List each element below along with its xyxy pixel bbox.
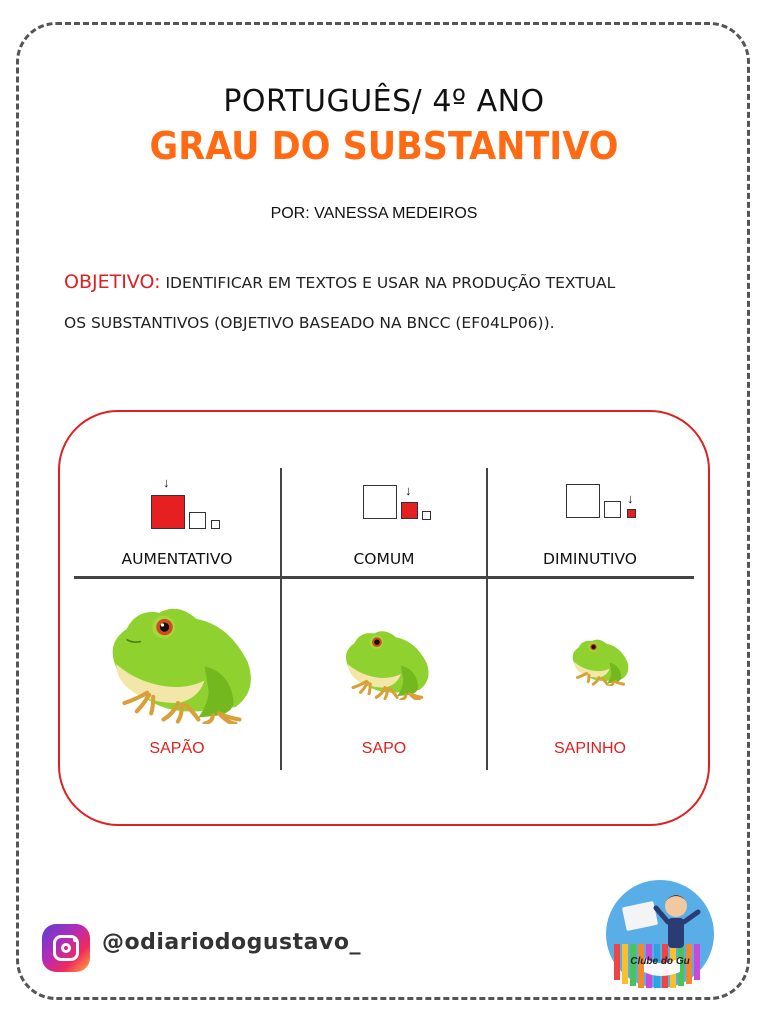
column-divider <box>280 468 282 770</box>
column-label-comum: COMUM <box>353 550 415 568</box>
clube-do-gu-logo <box>604 878 716 990</box>
arrow-down-icon: ↓ <box>405 483 412 498</box>
column-label-aumentativo: AUMENTATIVO <box>121 550 233 568</box>
word-sapinho: SAPINHO <box>553 740 626 757</box>
small-square-icon <box>211 520 220 529</box>
objective-text-line2: OS SUBSTANTIVOS (OBJETIVO BASEADO NA BNCC (EF04LP06)). <box>64 314 555 332</box>
instagram-handle[interactable]: @odiariodogustavo_ <box>102 930 361 955</box>
subject-heading: PORTUGUÊS/ 4º ANO <box>223 84 545 119</box>
medium-square-icon <box>189 512 206 529</box>
small-square-icon <box>422 511 431 520</box>
header-divider <box>74 576 694 579</box>
objective-block <box>64 262 724 343</box>
column-label-diminutivo: DIMINUTIVO <box>543 550 637 568</box>
word-sapao: SAPÃO <box>149 740 205 757</box>
word-sapo: SAPO <box>361 740 407 757</box>
frog-large-illustration <box>106 600 260 724</box>
column-divider <box>486 468 488 770</box>
objective-label: OBJETIVO: <box>64 271 161 293</box>
logo-text: Clube do Gu <box>630 956 690 967</box>
arrow-down-icon: ↓ <box>627 491 634 506</box>
medium-square-icon <box>604 501 621 518</box>
small-square-icon <box>627 509 636 518</box>
large-square-icon <box>363 485 397 519</box>
large-square-icon <box>566 484 600 518</box>
frog-medium-illustration <box>342 626 434 700</box>
frog-small-illustration <box>570 636 632 686</box>
page-title: GRAU DO SUBSTANTIVO <box>149 124 619 168</box>
objective-text-line1: IDENTIFICAR EM TEXTOS E USAR NA PRODUÇÃO TEXTUAL <box>165 274 616 292</box>
arrow-down-icon: ↓ <box>163 475 170 490</box>
instagram-icon[interactable] <box>42 924 90 972</box>
medium-square-icon <box>401 502 418 519</box>
large-square-icon <box>151 495 185 529</box>
author-line: POR: VANESSA MEDEIROS <box>270 205 478 222</box>
